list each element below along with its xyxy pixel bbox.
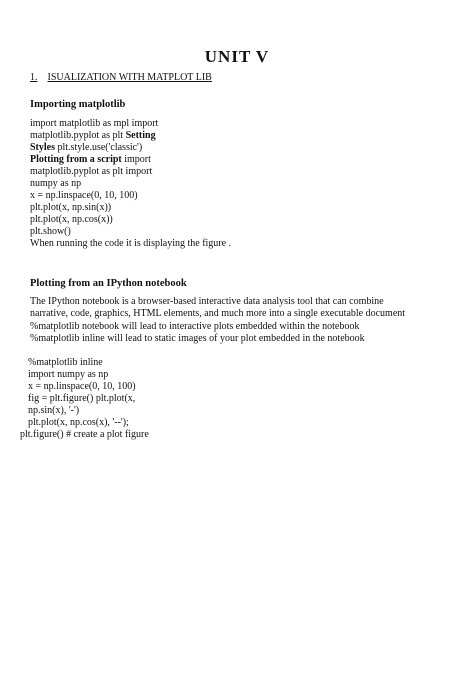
code-text: matplotlib.pyplot as plt xyxy=(30,130,126,141)
code-text: plt.style.use('classic') xyxy=(55,142,143,153)
paragraph-line: narrative, code, graphics, HTML elements, and much more into a single executable document xyxy=(30,308,406,320)
section-heading xyxy=(30,72,212,84)
code-line: np.sin(x), '-') xyxy=(28,405,80,416)
section-number: 1. xyxy=(30,72,38,83)
code-line xyxy=(30,154,231,166)
code-line: x = np.linspace(0, 10, 100) xyxy=(28,381,136,392)
ipython-code-block xyxy=(20,357,149,441)
code-line: plt.plot(x, np.cos(x), '--'); xyxy=(28,417,129,428)
code-line: plt.figure() # create a plot figure xyxy=(20,429,149,440)
paragraph-line: The IPython notebook is a browser-based interactive data analysis tool that can combine xyxy=(30,296,384,307)
code-line xyxy=(30,130,231,142)
section-label: ISUALIZATION WITH MATPLOT LIB xyxy=(47,72,212,83)
importing-code-block xyxy=(30,118,231,250)
code-line: matplotlib.pyplot as plt import xyxy=(30,166,153,177)
paragraph-line: %matplotlib notebook will lead to interactive plots embedded within the notebook xyxy=(30,320,360,332)
importing-heading: Importing matplotlib xyxy=(30,99,126,110)
page-title: UNIT V xyxy=(204,47,270,66)
code-line xyxy=(30,142,231,154)
code-line: plt.plot(x, np.sin(x)) xyxy=(30,202,112,213)
ipython-paragraph xyxy=(30,296,405,346)
code-text: import xyxy=(121,154,151,165)
code-line: plt.show() xyxy=(30,226,71,237)
plotting-script-label: Plotting from a script xyxy=(30,154,122,165)
code-line: import numpy as np xyxy=(28,369,109,380)
code-line: %matplotlib inline xyxy=(28,357,103,368)
code-line: import matplotlib as mpl import xyxy=(30,118,159,129)
styles-label: Styles xyxy=(30,142,55,153)
code-line: When running the code it is displaying the figure . xyxy=(30,238,232,249)
setting-label: Setting xyxy=(125,130,156,141)
code-line: plt.plot(x, np.cos(x)) xyxy=(30,214,113,225)
ipython-heading: Plotting from an IPython notebook xyxy=(30,278,187,289)
paragraph-line: %matplotlib inline will lead to static images of your plot embedded in the notebook xyxy=(30,333,365,345)
code-line: x = np.linspace(0, 10, 100) xyxy=(30,190,138,201)
code-line: fig = plt.figure() plt.plot(x, xyxy=(28,393,136,404)
code-line: numpy as np xyxy=(30,178,82,189)
